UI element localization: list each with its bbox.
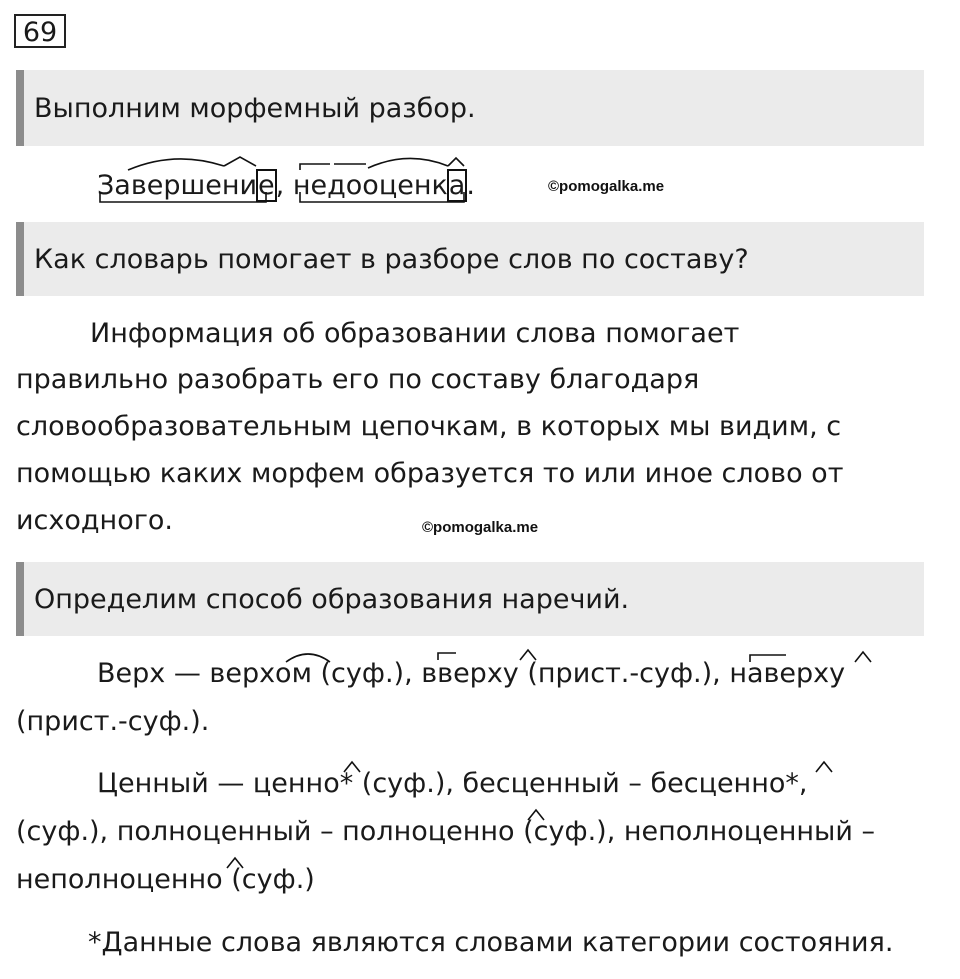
footnote: *Данные слова являются словами категории состояния.: [88, 927, 894, 958]
answer-2-line-5: исходного.: [16, 505, 174, 536]
watermark-2: ©pomogalka.me: [422, 519, 539, 536]
adverb-para-2-line-1: Ценный — ценно* (суф.), бесценный – бесценно*,: [97, 768, 808, 799]
prefix-mark-1: [300, 164, 330, 170]
question-3: Определим способ образования наречий.: [16, 562, 924, 636]
answer-2-line-3: словообразовательным цепочкам, в которых мы видим, с: [16, 411, 842, 442]
answer-2-line-2: правильно разобрать его по составу благодаря: [16, 364, 700, 395]
period: .: [466, 170, 475, 201]
watermark-1: ©pomogalka.me: [548, 178, 665, 195]
suffix-hat-tsenno: [344, 762, 360, 772]
adverb-para-2-line-3: неполноценно (суф.): [16, 864, 315, 895]
prefix-mark-naverkhu: [750, 655, 786, 662]
answer-2-line-1: Информация об образовании слова помогает: [90, 318, 740, 349]
word-2-ending: а: [448, 170, 466, 201]
suffix-hat-nepolnotsenno: [227, 858, 243, 868]
word-1-ending: е: [258, 170, 275, 201]
adverb-para-2-line-2: (суф.), полноценный – полноценно (суф.), неполноценный –: [16, 816, 875, 847]
separator: ,: [275, 170, 285, 201]
suffix-hat-naverkhu: [855, 652, 871, 662]
root-arc-1: [128, 159, 224, 170]
suffix-hat-bestsenno: [816, 762, 832, 772]
stem-bracket-2: [300, 192, 464, 202]
exercise-number: 69: [14, 14, 66, 48]
suffix-hat-1: [224, 157, 256, 166]
word-2-base: недооценк: [292, 170, 448, 201]
word-1-base: Завершени: [97, 170, 258, 201]
question-2: Как словарь помогает в разборе слов по составу?: [16, 222, 924, 296]
root-arc-2: [368, 158, 448, 168]
suffix-hat-polnotsenno: [528, 810, 544, 820]
adverb-para-1-line-1: Верх — верхом (суф.), вверху (прист.-суф.), наверху: [97, 658, 846, 689]
suffix-hat-vverkhu: [520, 650, 536, 660]
prefix-mark-vverkhu: [438, 653, 456, 660]
adverb-para-1-line-2: (прист.-суф.).: [16, 706, 210, 737]
suffix-arc-verkhom: [286, 654, 330, 662]
suffix-hat-2: [448, 158, 464, 166]
stem-bracket-1: [100, 192, 266, 202]
answer-2-line-4: помощью каких морфем образуется то или иное слово от: [16, 458, 844, 489]
question-1: Выполним морфемный разбор.: [16, 70, 924, 146]
